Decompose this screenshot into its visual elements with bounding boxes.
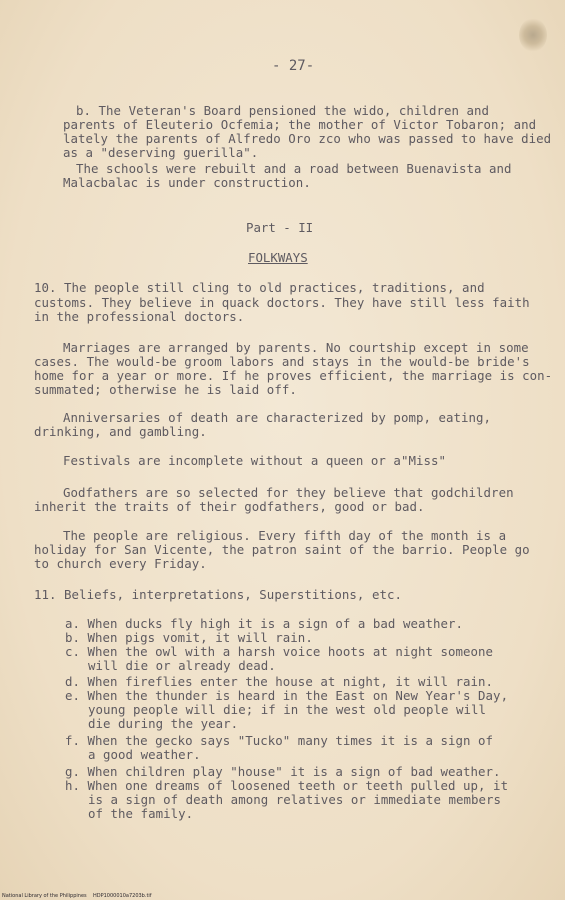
text-line: customs. They believe in quack doctors. They have still less faith: [34, 295, 530, 310]
text-line: Anniversaries of death are characterized by pomp, eating,: [63, 410, 492, 425]
list-item-continuation: a good weather.: [88, 747, 201, 762]
list-item: d. When fireflies enter the house at night, it will rain.: [65, 674, 494, 689]
list-item-continuation: is a sign of death among relatives or immediate members: [88, 792, 502, 807]
list-item: e. When the thunder is heard in the East on New Year's Day,: [65, 688, 509, 703]
section-heading: FOLKWAYS: [248, 250, 308, 265]
text-line: The people are religious. Every fifth day of the month is a: [63, 528, 507, 543]
list-item-continuation: young people will die; if in the west old people will: [88, 702, 487, 717]
text-line: inherit the traits of their godfathers, good or bad.: [34, 499, 425, 514]
text-line: lately the parents of Alfredo Oro zco who was passed to have died: [63, 131, 552, 146]
text-line: Festivals are incomplete without a queen or a"Miss": [63, 453, 446, 468]
text-line: Godfathers are so selected for they believe that godchildren: [63, 485, 514, 500]
text-line: in the professional doctors.: [34, 309, 245, 324]
list-item: b. When pigs vomit, it will rain.: [65, 630, 313, 645]
text-line: Marriages are arranged by parents. No courtship except in some: [63, 340, 529, 355]
list-item: h. When one dreams of loosened teeth or teeth pulled up, it: [65, 778, 509, 793]
text-line: to church every Friday.: [34, 556, 207, 571]
text-line: Malacbalac is under construction.: [63, 175, 311, 190]
scan-footer: National Library of the Philippines HDP1000010a7203b.tif: [2, 893, 152, 899]
part-heading: Part - II: [246, 220, 314, 235]
beliefs-heading: 11. Beliefs, interpretations, Superstitions, etc.: [34, 587, 402, 602]
list-item: f. When the gecko says "Tucko" many times it is a sign of: [65, 733, 494, 748]
list-item: g. When children play "house" it is a sign of bad weather.: [65, 764, 501, 779]
list-item: c. When the owl with a harsh voice hoots at night someone: [65, 644, 494, 659]
text-line: home for a year or more. If he proves efficient, the marriage is con-: [34, 368, 553, 383]
page-number: - 27-: [272, 58, 315, 74]
paper-stain: [519, 18, 547, 52]
text-line: summated; otherwise he is laid off.: [34, 382, 297, 397]
text-line: drinking, and gambling.: [34, 424, 207, 439]
text-line: as a "deserving guerilla".: [63, 145, 259, 160]
text-line: holiday for San Vicente, the patron saint of the barrio. People go: [34, 542, 530, 557]
text-line: cases. The would-be groom labors and stays in the would-be bride's: [34, 354, 530, 369]
text-line: parents of Eleuterio Ocfemia; the mother of Victor Tobaron; and: [63, 117, 537, 132]
list-item-continuation: die during the year.: [88, 716, 239, 731]
list-item: a. When ducks fly high it is a sign of a bad weather.: [65, 616, 464, 631]
list-item-continuation: of the family.: [88, 806, 194, 821]
text-line: b. The Veteran's Board pensioned the wido, children and: [76, 103, 490, 118]
text-line: 10. The people still cling to old practices, traditions, and: [34, 280, 485, 295]
list-item-continuation: will die or already dead.: [88, 658, 276, 673]
text-line: The schools were rebuilt and a road between Buenavista and: [76, 161, 512, 176]
